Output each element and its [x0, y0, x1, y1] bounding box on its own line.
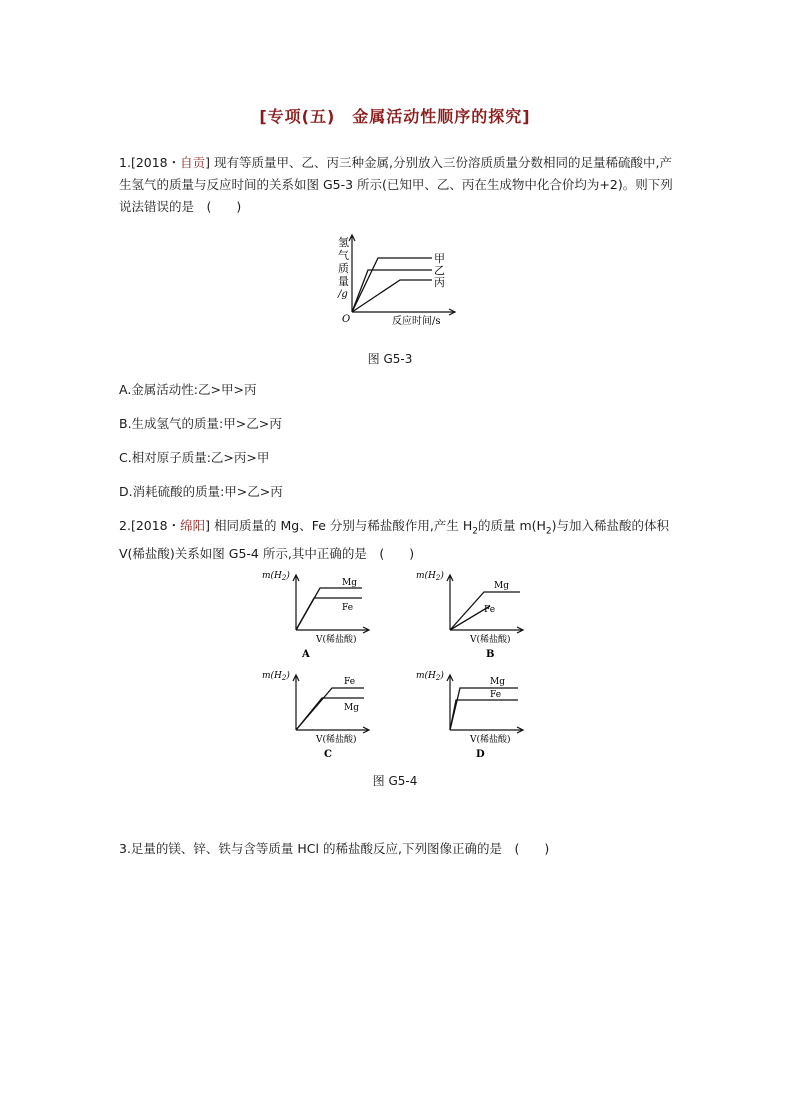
label-yi: 乙: [434, 264, 445, 277]
y-label-char: 质: [338, 262, 349, 275]
y-label: $m(H_2)$: [416, 571, 444, 582]
label-bing: 丙: [434, 276, 445, 289]
question-number: 1.: [119, 155, 131, 170]
y-label: $m(H_2)$: [416, 671, 444, 682]
graph-d: [414, 666, 534, 762]
x-label: V(稀盐酸): [470, 735, 511, 745]
option-c: C.相对原子质量:乙>丙>甲: [119, 450, 270, 465]
label-bottom: Fe: [342, 603, 354, 613]
y-label-char: 气: [338, 249, 349, 262]
graph-letter: C: [324, 749, 332, 760]
page-title: [专项(五) 金属活动性顺序的探究]: [259, 107, 531, 126]
figure-g5-3: [330, 232, 460, 328]
graph-b: [414, 566, 534, 662]
option-b: B.生成氢气的质量:甲>乙>丙: [119, 416, 282, 431]
question-2: [119, 515, 679, 565]
graph-letter: B: [486, 649, 495, 660]
x-label: V(稀盐酸): [470, 635, 511, 645]
line-bing: [352, 280, 432, 312]
y-label: $m(H_2)$: [262, 571, 290, 582]
source-place: 自贡: [180, 155, 206, 170]
question-source: [2018・绵阳]: [130, 518, 211, 533]
y-label-unit: /g: [338, 289, 348, 300]
source-place: 绵阳: [180, 518, 206, 533]
label-bottom: Fe: [484, 605, 496, 615]
label-bottom: Mg: [344, 703, 359, 713]
question-3: 3.足量的镁、锌、铁与含等质量 HCl 的稀盐酸反应,下列图像正确的是 ( ): [119, 841, 550, 856]
y-label: $m(H_2)$: [262, 671, 290, 682]
option-a: A.金属活动性:乙>甲>丙: [119, 382, 257, 397]
question-1: [119, 152, 679, 218]
line-mg: [450, 688, 518, 730]
label-bottom: Fe: [490, 690, 502, 700]
question-text: 相同质量的 Mg、Fe 分别与稀盐酸作用,产生 $H_2$的质量 $m(H_2)$与加入稀盐酸的体积 V(稀盐酸)关系如图 G5-4 所示,其中正确的是 ( ): [119, 518, 670, 561]
graph-a: [260, 566, 380, 662]
question-source: [2018・自贡]: [130, 155, 211, 170]
y-label-char: 量: [338, 275, 349, 288]
figure-caption: 图 G5-3: [367, 352, 413, 366]
label-top: Mg: [490, 677, 505, 687]
x-label: 反应时间/s: [392, 316, 441, 327]
label-top: Fe: [344, 677, 356, 687]
question-text: 现有等质量甲、乙、丙三种金属,分别放入三份溶质质量分数相同的足量稀硫酸中,产生氢气的质量与反应时间的关系如图 G5-3 所示(已知甲、乙、丙在生成物中化合价均为+2)。则下列说法错误的是 ( ): [119, 155, 673, 214]
figure-caption: 图 G5-4: [372, 774, 418, 788]
line-fe: [450, 700, 518, 730]
x-label: V(稀盐酸): [316, 735, 357, 745]
origin-label: O: [342, 314, 351, 325]
graph-c: [260, 666, 380, 762]
line-yi: [352, 270, 432, 312]
label-top: Mg: [342, 578, 357, 588]
option-d: D.消耗硫酸的质量:甲>乙>丙: [119, 484, 283, 499]
label-top: Mg: [494, 581, 509, 591]
question-number: 2.: [119, 518, 131, 533]
label-jia: 甲: [434, 252, 445, 265]
graph-letter: D: [476, 749, 485, 760]
graph-letter: A: [302, 649, 310, 660]
x-label: V(稀盐酸): [316, 635, 357, 645]
y-label-char: 氢: [338, 236, 349, 249]
